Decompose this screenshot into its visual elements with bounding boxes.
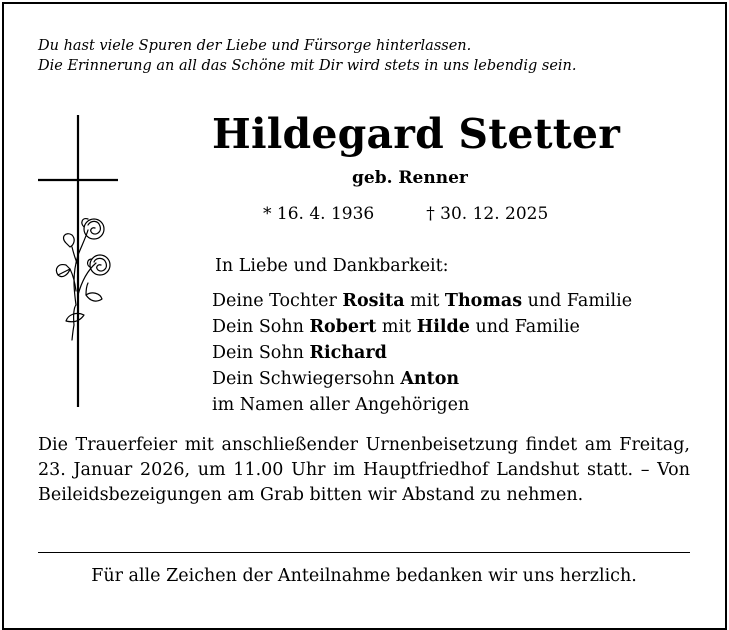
mourners-list xyxy=(212,288,632,418)
life-dates xyxy=(263,204,548,224)
death-date: † 30. 12. 2025 xyxy=(426,204,549,224)
deceased-name: Hildegard Stetter xyxy=(212,110,621,158)
thanks-note: Für alle Zeichen der Anteilnahme bedanken wir uns herzlich. xyxy=(91,566,637,586)
motto-line: Du hast viele Spuren der Liebe und Fürsorge hinterlassen. xyxy=(38,38,472,54)
motto-line: Die Erinnerung an all das Schöne mit Dir wird stets in uns lebendig sein. xyxy=(38,58,577,74)
motto xyxy=(38,36,577,76)
cross-with-roses-icon xyxy=(36,115,120,410)
mourner-line: im Namen aller Angehörigen xyxy=(212,395,470,415)
divider xyxy=(38,552,690,553)
birth-date: * 16. 4. 1936 xyxy=(263,204,375,224)
mourners-intro: In Liebe und Dankbarkeit: xyxy=(215,256,449,276)
birth-name: geb. Renner xyxy=(352,168,468,188)
mourner-line: Dein Sohn Richard xyxy=(212,343,387,363)
funeral-notice: Die Trauerfeier mit anschließender Urnenbeisetzung findet am Freitag, 23. Januar 2026, um 11.00 Uhr im Hauptfriedhof Landshut statt. – Von Beileidsbezeigungen am Grab bitten wir Abstand zu nehmen. xyxy=(38,435,690,505)
mourner-line: Deine Tochter Rosita mit Thomas und Familie xyxy=(212,291,633,311)
mourner-line: Dein Schwiegersohn Anton xyxy=(212,369,460,389)
mourner-line: Dein Sohn Robert mit Hilde und Familie xyxy=(212,317,580,337)
